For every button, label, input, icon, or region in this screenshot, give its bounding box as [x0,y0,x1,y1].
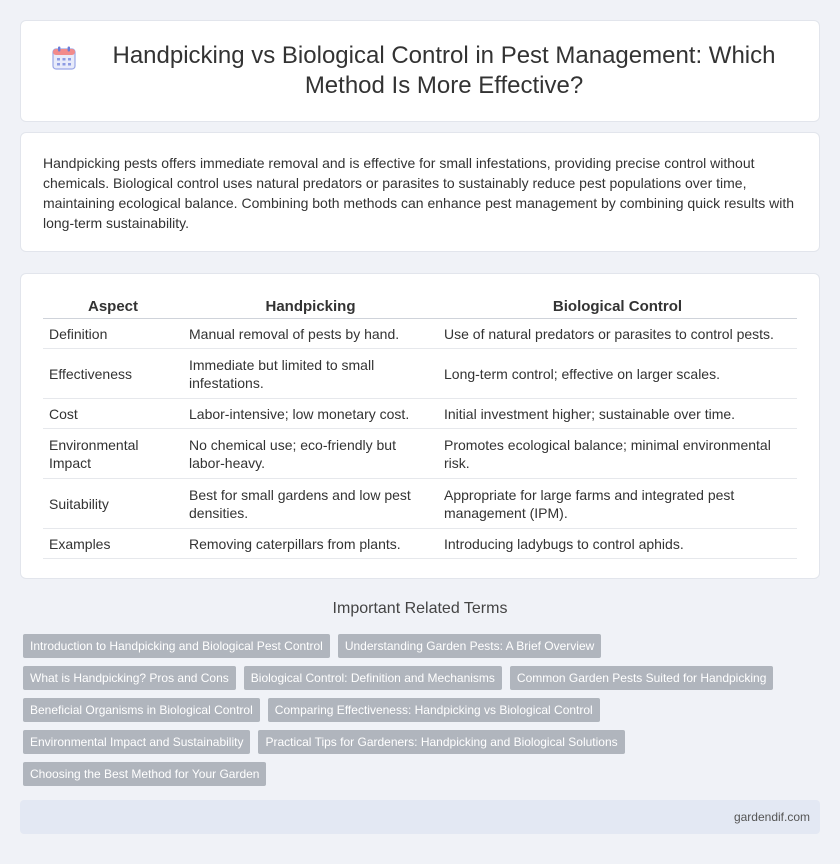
table-row [43,319,797,349]
comparison-table-card [20,273,820,579]
related-term-tag[interactable]: Environmental Impact and Sustainability [23,730,250,754]
table-cell: Environmental Impact [43,429,183,479]
table-cell: Manual removal of pests by hand. [183,319,438,349]
table-cell: Introducing ladybugs to control aphids. [438,529,797,559]
summary-card [20,132,820,252]
table-cell: Initial investment higher; sustainable over time. [438,399,797,429]
related-term-tag[interactable]: Choosing the Best Method for Your Garden [23,762,266,786]
table-cell: Removing caterpillars from plants. [183,529,438,559]
column-header-aspect: Aspect [43,294,183,319]
table-row [43,349,797,399]
table-cell: Promotes ecological balance; minimal environmental risk. [438,429,797,479]
footer [20,800,820,834]
table-row [43,479,797,529]
table-cell: Use of natural predators or parasites to control pests. [438,319,797,349]
related-term-tag[interactable]: Common Garden Pests Suited for Handpicking [510,666,773,690]
column-header-biological-control: Biological Control [438,294,797,319]
table-cell: Suitability [43,479,183,529]
page-title: Handpicking vs Biological Control in Pest Management: Which Method Is More Effective? [112,42,776,99]
related-term-tag[interactable]: Practical Tips for Gardeners: Handpicking and Biological Solutions [258,730,624,754]
column-header-handpicking: Handpicking [183,294,438,319]
table-cell: Long-term control; effective on larger scales. [438,349,797,399]
table-cell: No chemical use; eco-friendly but labor-heavy. [183,429,438,479]
summary-text: Handpicking pests offers immediate removal and is effective for small infestations, providing precise control without chemicals. Biological control uses natural predators or parasites to sustainably reduce pest populations over time, maintaining ecological balance. Combining both methods can enhance pest management by combining quick results with long-term sustainability. [43,155,794,231]
related-term-tag[interactable]: Understanding Garden Pests: A Brief Overview [338,634,601,658]
related-term-tag[interactable]: Comparing Effectiveness: Handpicking vs Biological Control [268,698,600,722]
table-cell: Examples [43,529,183,559]
footer-site-link[interactable]: gardendif.com [733,810,810,824]
table-row [43,529,797,559]
table-cell: Labor-intensive; low monetary cost. [183,399,438,429]
table-cell: Cost [43,399,183,429]
table-row [43,399,797,429]
table-header-row [43,294,797,319]
related-terms-title: Important Related Terms [332,600,508,617]
table-cell: Best for small gardens and low pest densities. [183,479,438,529]
related-terms-list [23,634,823,794]
comparison-table [43,294,797,559]
calendar-icon [51,45,77,71]
table-cell: Appropriate for large farms and integrated pest management (IPM). [438,479,797,529]
related-term-tag[interactable]: Beneficial Organisms in Biological Control [23,698,260,722]
related-term-tag[interactable]: Introduction to Handpicking and Biological Pest Control [23,634,330,658]
table-cell: Effectiveness [43,349,183,399]
table-cell: Immediate but limited to small infestations. [183,349,438,399]
related-term-tag[interactable]: Biological Control: Definition and Mechanisms [244,666,502,690]
related-term-tag[interactable]: What is Handpicking? Pros and Cons [23,666,236,690]
table-row [43,429,797,479]
table-cell: Definition [43,319,183,349]
header-card [20,20,820,122]
